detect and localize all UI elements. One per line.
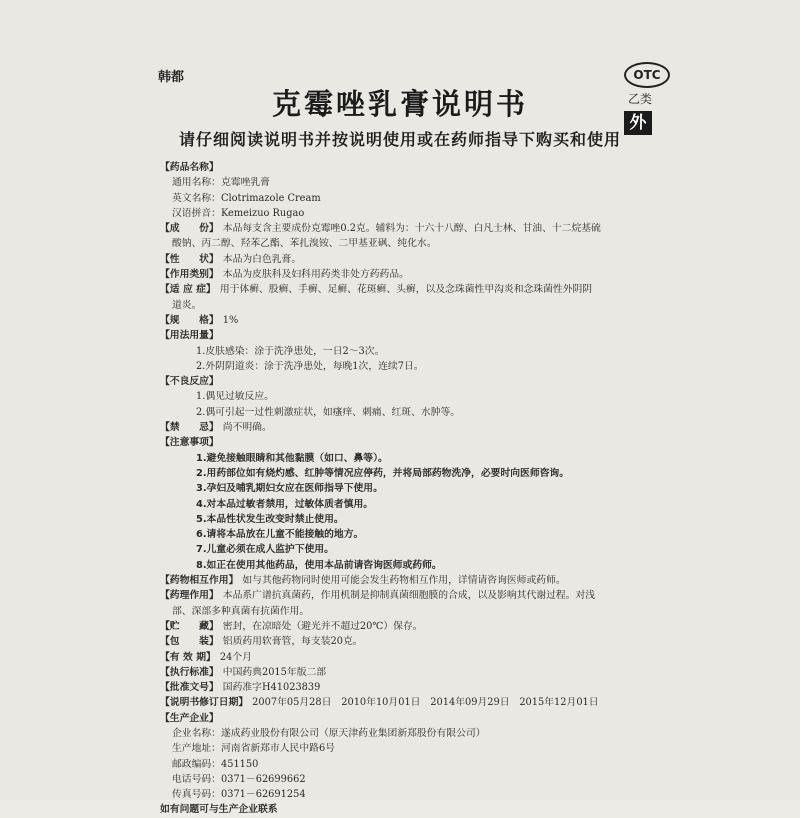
character-text: 本品为白色乳膏。: [222, 253, 302, 265]
manufacturer-name: 企业名称：遂成药业股份有限公司（原天津药业集团新郑股份有限公司）: [172, 727, 486, 739]
manufacturer-postcode: 邮政编码：451150: [172, 758, 259, 770]
usage-notice: 请仔细阅读说明书并按说明使用或在药师指导下购买和使用: [178, 130, 621, 149]
usage-item-2: 2.外阴阴道炎：涂于洗净患处，每晚1次，连续7日。: [196, 360, 424, 372]
brand-logo-text: 韩都: [158, 70, 185, 85]
external-use-mark: 外: [624, 111, 652, 135]
contraindications-text: 尚不明确。: [222, 422, 272, 434]
precaution-item: 5.本品性状发生改变时禁止使用。: [196, 513, 344, 525]
composition-text-1: 本品每支含主要成份克霉唑0.2克。辅料为：十六十八醇、白凡士林、甘油、十二烷基硫: [222, 223, 601, 235]
section-label-validity: 【有 效 期】: [160, 651, 216, 663]
section-label-pharmacology: 【药理作用】: [160, 590, 219, 602]
section-label-drug-name: 【药品名称】: [160, 162, 219, 173]
section-label-manufacturer: 【生产企业】: [160, 712, 219, 724]
generic-name: 通用名称：克霉唑乳膏: [172, 177, 270, 189]
precaution-item: 3.孕妇及哺乳期妇女应在医师指导下使用。: [196, 483, 383, 495]
english-name: 英文名称：Clotrimazole Cream: [172, 192, 321, 204]
section-label-approval: 【批准文号】: [160, 682, 219, 694]
section-label-adverse: 【不良反应】: [160, 376, 219, 388]
standard-text: 中国药典2015年版二部: [222, 666, 327, 678]
composition-text-2: 酸钠、丙二醇、羟苯乙酯、苯扎溴铵、二甲基亚砜、纯化水。: [172, 238, 437, 250]
precaution-item: 1.避免接触眼睛和其他黏膜（如口、鼻等）。: [196, 452, 388, 464]
standard-row: [160, 665, 665, 680]
document-title: 克霉唑乳膏说明书: [271, 87, 528, 121]
revision-dates: 2007年05月28日 2010年10月01日 2014年09月29日 2015年12月01日: [252, 697, 599, 709]
composition-row: [160, 221, 665, 236]
section-label-contraindications: 【禁 忌】: [160, 422, 219, 434]
interactions-row: [160, 573, 665, 588]
storage-text: 密封，在凉暗处（避光并不超过20℃）保存。: [222, 620, 423, 632]
otc-badge: OTC: [624, 62, 670, 88]
usage-item-1: 1.皮肤感染：涂于洗净患处，一日2～3次。: [196, 345, 385, 357]
revision-row: [160, 695, 665, 710]
pinyin-name: 汉语拼音：Kemeizuo Rugao: [172, 207, 305, 219]
precaution-item: 6.请将本品放在儿童不能接触的地方。: [196, 529, 364, 541]
indications-row: [160, 282, 665, 297]
specification-row: [160, 313, 665, 328]
section-label-storage: 【贮 藏】: [160, 620, 219, 632]
manufacturer-fax: 传真号码：0371－62691254: [172, 789, 306, 801]
section-label-package: 【包 装】: [160, 636, 219, 648]
precaution-item: 7.儿童必须在成人监护下使用。: [196, 544, 334, 556]
package-text: 铝质药用软膏管，每支装20克。: [222, 636, 363, 648]
package-row: [160, 634, 665, 649]
otc-class-label: 乙类: [628, 92, 653, 106]
validity-text: 24个月: [219, 651, 252, 663]
character-row: [160, 252, 665, 267]
section-label-character: 【性 状】: [160, 253, 219, 265]
section-label-specification: 【规 格】: [160, 314, 219, 326]
indications-text-2: 道炎。: [172, 299, 202, 311]
manufacturer-address: 生产地址：河南省新郑市人民中路6号: [172, 743, 335, 755]
section-label-indications: 【适 应 症】: [160, 284, 216, 296]
leaflet-body: [160, 160, 665, 818]
category-text: 本品为皮肤科及妇科用药类非处方药药品。: [222, 269, 409, 281]
indications-text-1: 用于体癣、股癣、手癣、足癣、花斑癣、头癣，以及念珠菌性甲沟炎和念珠菌性外阴阴: [219, 284, 593, 296]
precaution-item: 4.对本品过敏者禁用，过敏体质者慎用。: [196, 498, 374, 510]
adverse-item-2: 2.偶可引起一过性刺激症状，如瘙痒、刺痛、红斑、水肿等。: [196, 406, 461, 418]
interactions-text: 如与其他药物同时使用可能会发生药物相互作用，详情请咨询医师或药师。: [242, 575, 566, 587]
section-label-usage: 【用法用量】: [160, 330, 219, 342]
otc-mark: [624, 62, 672, 135]
section-label-interactions: 【药物相互作用】: [160, 575, 239, 587]
section-label-standard: 【执行标准】: [160, 666, 219, 678]
storage-row: [160, 619, 665, 634]
section-label-composition: 【成 份】: [160, 223, 219, 235]
precaution-item: 8.如正在使用其他药品，使用本品前请咨询医师或药师。: [196, 559, 442, 571]
contraindications-row: [160, 420, 665, 435]
approval-text: 国药准字H41023839: [222, 682, 321, 694]
section-label-precautions: 【注意事项】: [160, 437, 219, 449]
validity-row: [160, 650, 665, 665]
pharmacology-text-2: 部、深部多种真菌有抗菌作用。: [172, 605, 310, 617]
pharmacology-text-1: 本品系广谱抗真菌药，作用机制是抑制真菌细胞膜的合成，以及影响其代谢过程。对浅: [222, 590, 596, 602]
contact-footer: 如有问题可与生产企业联系: [160, 804, 278, 816]
section-label-revision: 【说明书修订日期】: [160, 697, 249, 709]
pharmacology-row: [160, 588, 665, 603]
specification-text: 1%: [222, 314, 239, 326]
manufacturer-phone: 电话号码：0371－62699662: [172, 773, 306, 785]
precaution-item: 2.用药部位如有烧灼感、红肿等情况应停药，并将局部药物洗净，必要时向医师咨询。: [196, 467, 570, 479]
adverse-item-1: 1.偶见过敏反应。: [196, 391, 274, 403]
category-row: [160, 267, 665, 282]
approval-row: [160, 680, 665, 695]
section-label-category: 【作用类别】: [160, 269, 219, 281]
